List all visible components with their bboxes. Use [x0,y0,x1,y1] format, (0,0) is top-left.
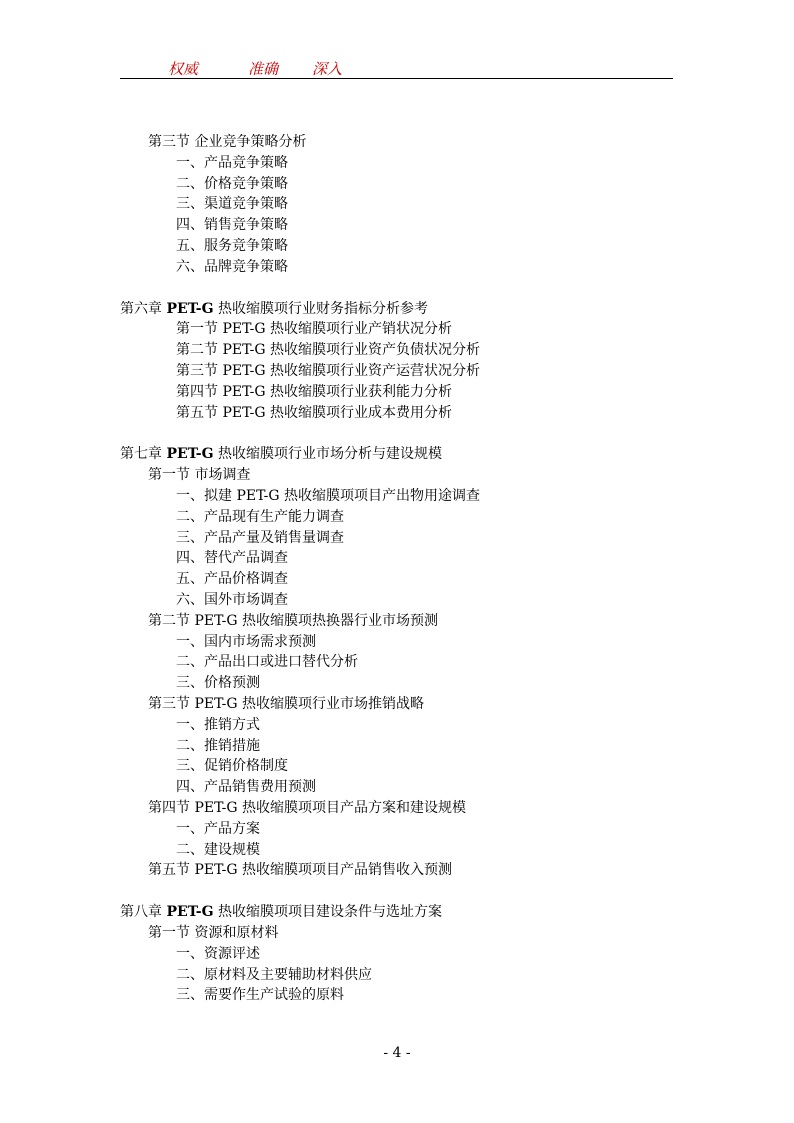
toc-chapter-code: PET-G [166,446,214,463]
toc-section: 第二节 PET-G 热收缩膜项热换器行业市场预测 [148,612,438,629]
page-header [120,56,673,79]
toc-item: 二、产品出口或进口替代分析 [176,654,358,671]
toc-item: 三、渠道竞争策略 [176,196,288,213]
toc-item: 六、国外市场调查 [176,592,288,608]
header-tag-depth: 深入 [312,60,343,78]
toc-item: 第二节 PET-G 热收缩膜项行业资产负债状况分析 [176,342,480,359]
toc-item: 一、产品竞争策略 [176,154,288,171]
toc-item: 一、国内市场需求预测 [176,633,316,650]
toc-item: 二、产品现有生产能力调查 [176,508,344,525]
toc-item: 五、产品价格调查 [176,571,288,588]
page-number: - 4 - [383,1045,411,1061]
toc-item: 第四节 PET-G 热收缩膜项行业获利能力分析 [176,383,452,400]
toc-item: 第三节 PET-G 热收缩膜项行业资产运营状况分析 [176,363,480,379]
toc-chapter [120,902,442,922]
toc-item: 二、推销措施 [176,737,260,754]
toc-section: 第五节 PET-G 热收缩膜项项目产品销售收入预测 [148,862,452,879]
toc-chapter-number: 第七章 [120,446,167,463]
toc-section: 第一节 资源和原材料 [148,925,279,941]
toc-item: 五、服务竞争策略 [176,238,288,254]
toc-item: 第一节 PET-G 热收缩膜项行业产销状况分析 [176,321,452,338]
toc-chapter [120,299,428,319]
toc-item: 三、价格预测 [176,675,260,692]
toc-section: 第四节 PET-G 热收缩膜项项目产品方案和建设规模 [148,800,466,816]
toc-item: 三、产品产量及销售量调查 [176,529,344,546]
toc-item: 一、资源评述 [176,945,260,962]
toc-item: 三、促销价格制度 [176,758,288,775]
toc-item: 二、原材料及主要辅助材料供应 [176,966,372,983]
toc-section: 第一节 市场调查 [148,467,251,484]
toc-chapter-number: 第八章 [120,904,167,921]
toc-item: 第五节 PET-G 热收缩膜项行业成本费用分析 [176,404,452,421]
toc-item: 一、拟建 PET-G 热收缩膜项项目产出物用途调查 [176,488,480,504]
toc-item: 二、建设规模 [176,841,260,858]
toc-chapter-code: PET-G [166,904,214,921]
toc-item: 一、推销方式 [176,716,260,733]
toc-item: 四、销售竞争策略 [176,217,288,234]
toc-chapter-title: 热收缩膜项行业市场分析与建设规模 [213,446,442,463]
toc-section: 第三节 PET-G 热收缩膜项行业市场推销战略 [148,696,424,712]
toc-section: 第三节 企业竞争策略分析 [148,134,307,150]
toc-chapter [120,444,442,464]
header-tag-accuracy: 准确 [248,60,279,78]
toc-item: 二、价格竞争策略 [176,175,288,192]
toc-item: 四、产品销售费用预测 [176,779,316,796]
toc-chapter-title: 热收缩膜项项目建设条件与选址方案 [213,904,442,921]
toc-chapter-number: 第六章 [120,300,167,317]
toc-chapter-code: PET-G [166,300,214,317]
header-tag-authority: 权威 [168,60,199,78]
toc-item: 六、品牌竞争策略 [176,258,288,275]
toc-item: 三、需要作生产试验的原料 [176,987,344,1004]
toc-item: 一、产品方案 [176,820,260,837]
toc-chapter-title: 热收缩膜项行业财务指标分析参考 [213,300,428,317]
toc-item: 四、替代产品调查 [176,550,288,567]
